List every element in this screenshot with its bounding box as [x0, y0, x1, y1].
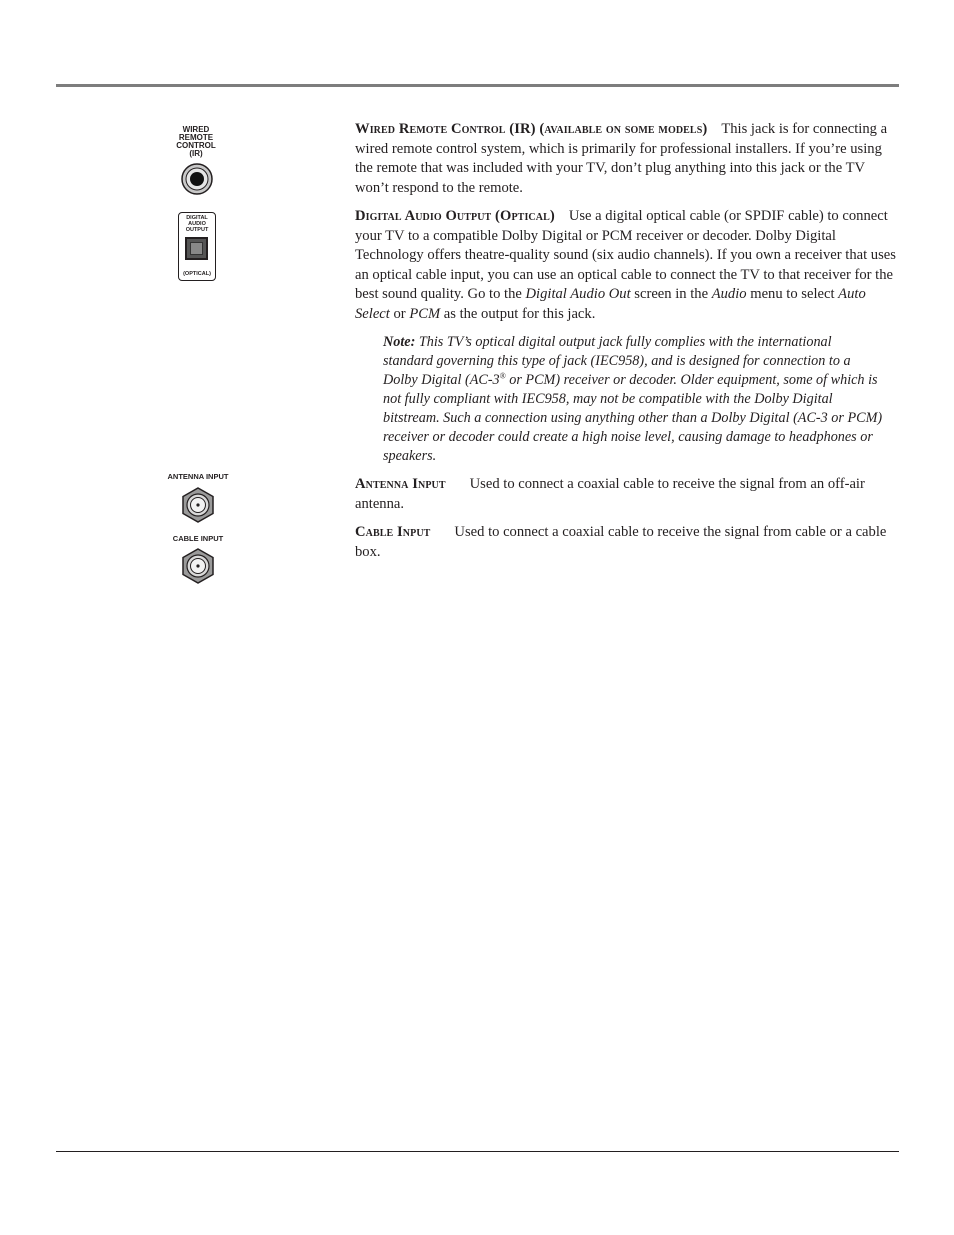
antenna-paragraph [355, 475, 875, 514]
digital-audio-out-menu-ref: Digital Audio Out [525, 286, 631, 302]
optical-heading: Digital Audio Output (Optical) [355, 208, 555, 224]
note-label: Note: [383, 334, 416, 350]
antenna-body: Used to connect a coaxial cable to receive the signal from an off-air antenna. [355, 476, 865, 512]
audio-menu-ref: Audio [711, 286, 747, 302]
coax-antenna-icon [180, 487, 216, 523]
optical-paragraph: Digital Audio Output (Optical) Use a digital optical cable (or SPDIF cable) to connect your TV to a compatible Dolby Digital or PCM receiver or decoder. Dolby Digital Technology offers theatre-quality sound (six audio channels). If you own a receiver that uses an optical cable input, you can use an optical cable to connect the TV to that receiver for the best sound quality. Go to the Digital Audio Out screen in the Audio menu to select Auto Select or PCM as the output for this jack. [355, 208, 896, 322]
optical-jack-label: DIGITAL AUDIO OUTPUT [185, 215, 209, 233]
antenna-input-label: ANTENNA INPUT [167, 472, 229, 481]
pcm-ref: PCM [409, 305, 441, 322]
wired-remote-jack-label: WIRED REMOTE CONTROL (IR) [176, 125, 216, 158]
wired-remote-body: This jack is for connecting a wired remote control system, which is primarily for professional installers. If you’re using the remote that was included with your TV, don’t plug anything into this jack or the TV won’t respond to the remote. [355, 121, 888, 196]
ir-jack-icon [181, 163, 213, 195]
top-rule [56, 84, 899, 87]
note-paragraph: Note: This TV’s optical digital output jack fully complies with the international standard governing this type of jack (IEC958), and is designed for connection to a Dolby Digital (AC-3® or PCM) receiver or decoder. Older equipment, some of which is not fully compliant with IEC958, may not be compatible with the Dolby Digital bitstream. Such a connection using anything other than a Dolby Digital (AC-3 or PCM) receiver or decoder could create a high noise level, causing damage to headphones or speakers. [383, 334, 883, 464]
antenna-heading: Antenna Input [355, 476, 446, 492]
wired-remote-heading: Wired Remote Control (IR) (available on some models) [355, 121, 708, 137]
optical-jack-bottom-label: (OPTICAL) [183, 271, 211, 277]
auto-select-ref: Auto Select [355, 286, 866, 322]
optical-port-icon [185, 237, 208, 260]
optical-jack-icon [178, 212, 216, 281]
wired-remote-paragraph [355, 120, 900, 198]
coax-cable-icon [180, 548, 216, 584]
cable-body: Used to connect a coaxial cable to receive the signal from cable or a cable box. [355, 524, 887, 560]
cable-paragraph [355, 523, 895, 562]
registered-mark: ® [499, 371, 506, 381]
cable-input-label: CABLE INPUT [172, 534, 224, 543]
cable-heading: Cable Input [355, 524, 431, 540]
bottom-rule [56, 1151, 899, 1152]
